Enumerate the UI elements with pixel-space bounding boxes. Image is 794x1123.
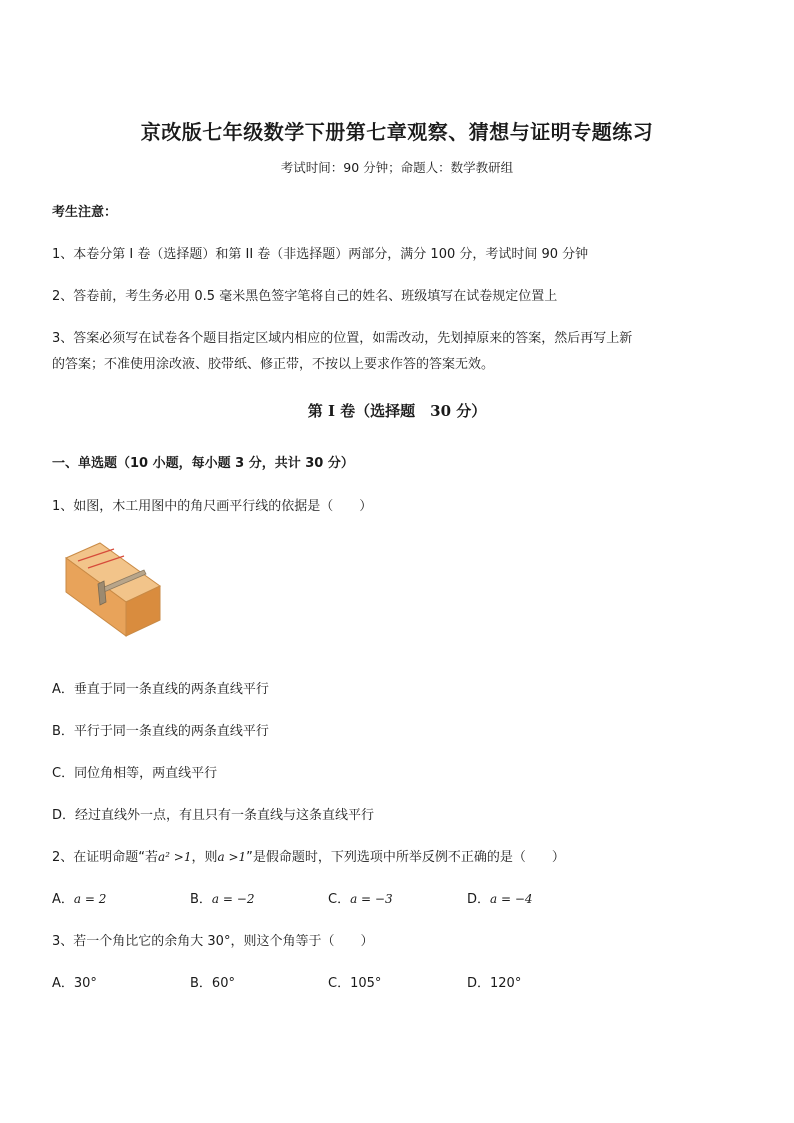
section-title: 第 I 卷（选择题 30 分） (307, 402, 487, 420)
question-2-condition-1: a² >1 (158, 850, 192, 864)
exam-info: 考试时间：90 分钟；命题人：数学教研组 (280, 160, 514, 175)
question-3-option-c: C．105° (328, 976, 382, 991)
question-2-option-b (190, 888, 254, 907)
option-value: a = −2 (211, 892, 255, 906)
question-1-option-a: A．垂直于同一条直线的两条直线平行 (52, 682, 269, 697)
question-1-option-b: B．平行于同一条直线的两条直线平行 (52, 724, 269, 739)
option-label: D． (467, 892, 491, 907)
option-value: a = −3 (350, 892, 393, 906)
question-3-option-d: D．120° (467, 976, 522, 991)
question-1-stem: 1、如图，木工用图中的角尺画平行线的依据是（ ） (52, 499, 373, 514)
option-label: B． (190, 892, 212, 907)
notice-item-1: 1、本卷分第 I 卷（选择题）和第 II 卷（非选择题）两部分，满分 100 分，考试时间 90 分钟 (52, 247, 589, 262)
wood-block-carpenter-square-icon (62, 540, 166, 640)
question-3-option-b: B．60° (190, 976, 235, 991)
notice-item-3-line-2: 的答案；不准使用涂改液、胶带纸、修正带，不按以上要求作答的答案无效。 (52, 357, 495, 372)
question-2-stem-prefix: 2、在证明命题“若 (52, 850, 159, 865)
question-2-condition-2: a >1 (217, 850, 247, 864)
option-value: a = −4 (490, 892, 533, 906)
question-1-option-d: D．经过直线外一点，有且只有一条直线与这条直线平行 (52, 808, 375, 823)
question-1-option-c: C．同位角相等，两直线平行 (52, 766, 218, 781)
question-2-stem-suffix: ”是假命题时，下列选项中所举反例不正确的是（ ） (246, 850, 565, 865)
page-title: 京改版七年级数学下册第七章观察、猜想与证明专题练习 (140, 120, 654, 144)
notice-item-3-line-1: 3、答案必须写在试卷各个题目指定区域内相应的位置，如需改动，先划掉原来的答案，然后再写上新 (52, 331, 633, 346)
option-label: A． (52, 892, 74, 907)
option-value: a = 2 (73, 892, 107, 906)
notice-heading: 考生注意： (52, 205, 118, 220)
question-2-option-c (328, 888, 393, 907)
question-2-option-a (52, 888, 106, 907)
question-2-stem-mid: ，则 (191, 850, 218, 865)
question-2-option-d (467, 888, 533, 907)
question-2-stem (52, 846, 565, 865)
question-3-stem: 3、若一个角比它的余角大 30°，则这个角等于（ ） (52, 934, 374, 949)
option-label: C． (328, 892, 351, 907)
part-title: 一、单选题（10 小题，每小题 3 分，共计 30 分） (52, 456, 354, 471)
question-3-option-a: A．30° (52, 976, 97, 991)
notice-item-2: 2、答卷前，考生务必用 0.5 毫米黑色签字笔将自己的姓名、班级填写在试卷规定位置上 (52, 289, 558, 304)
